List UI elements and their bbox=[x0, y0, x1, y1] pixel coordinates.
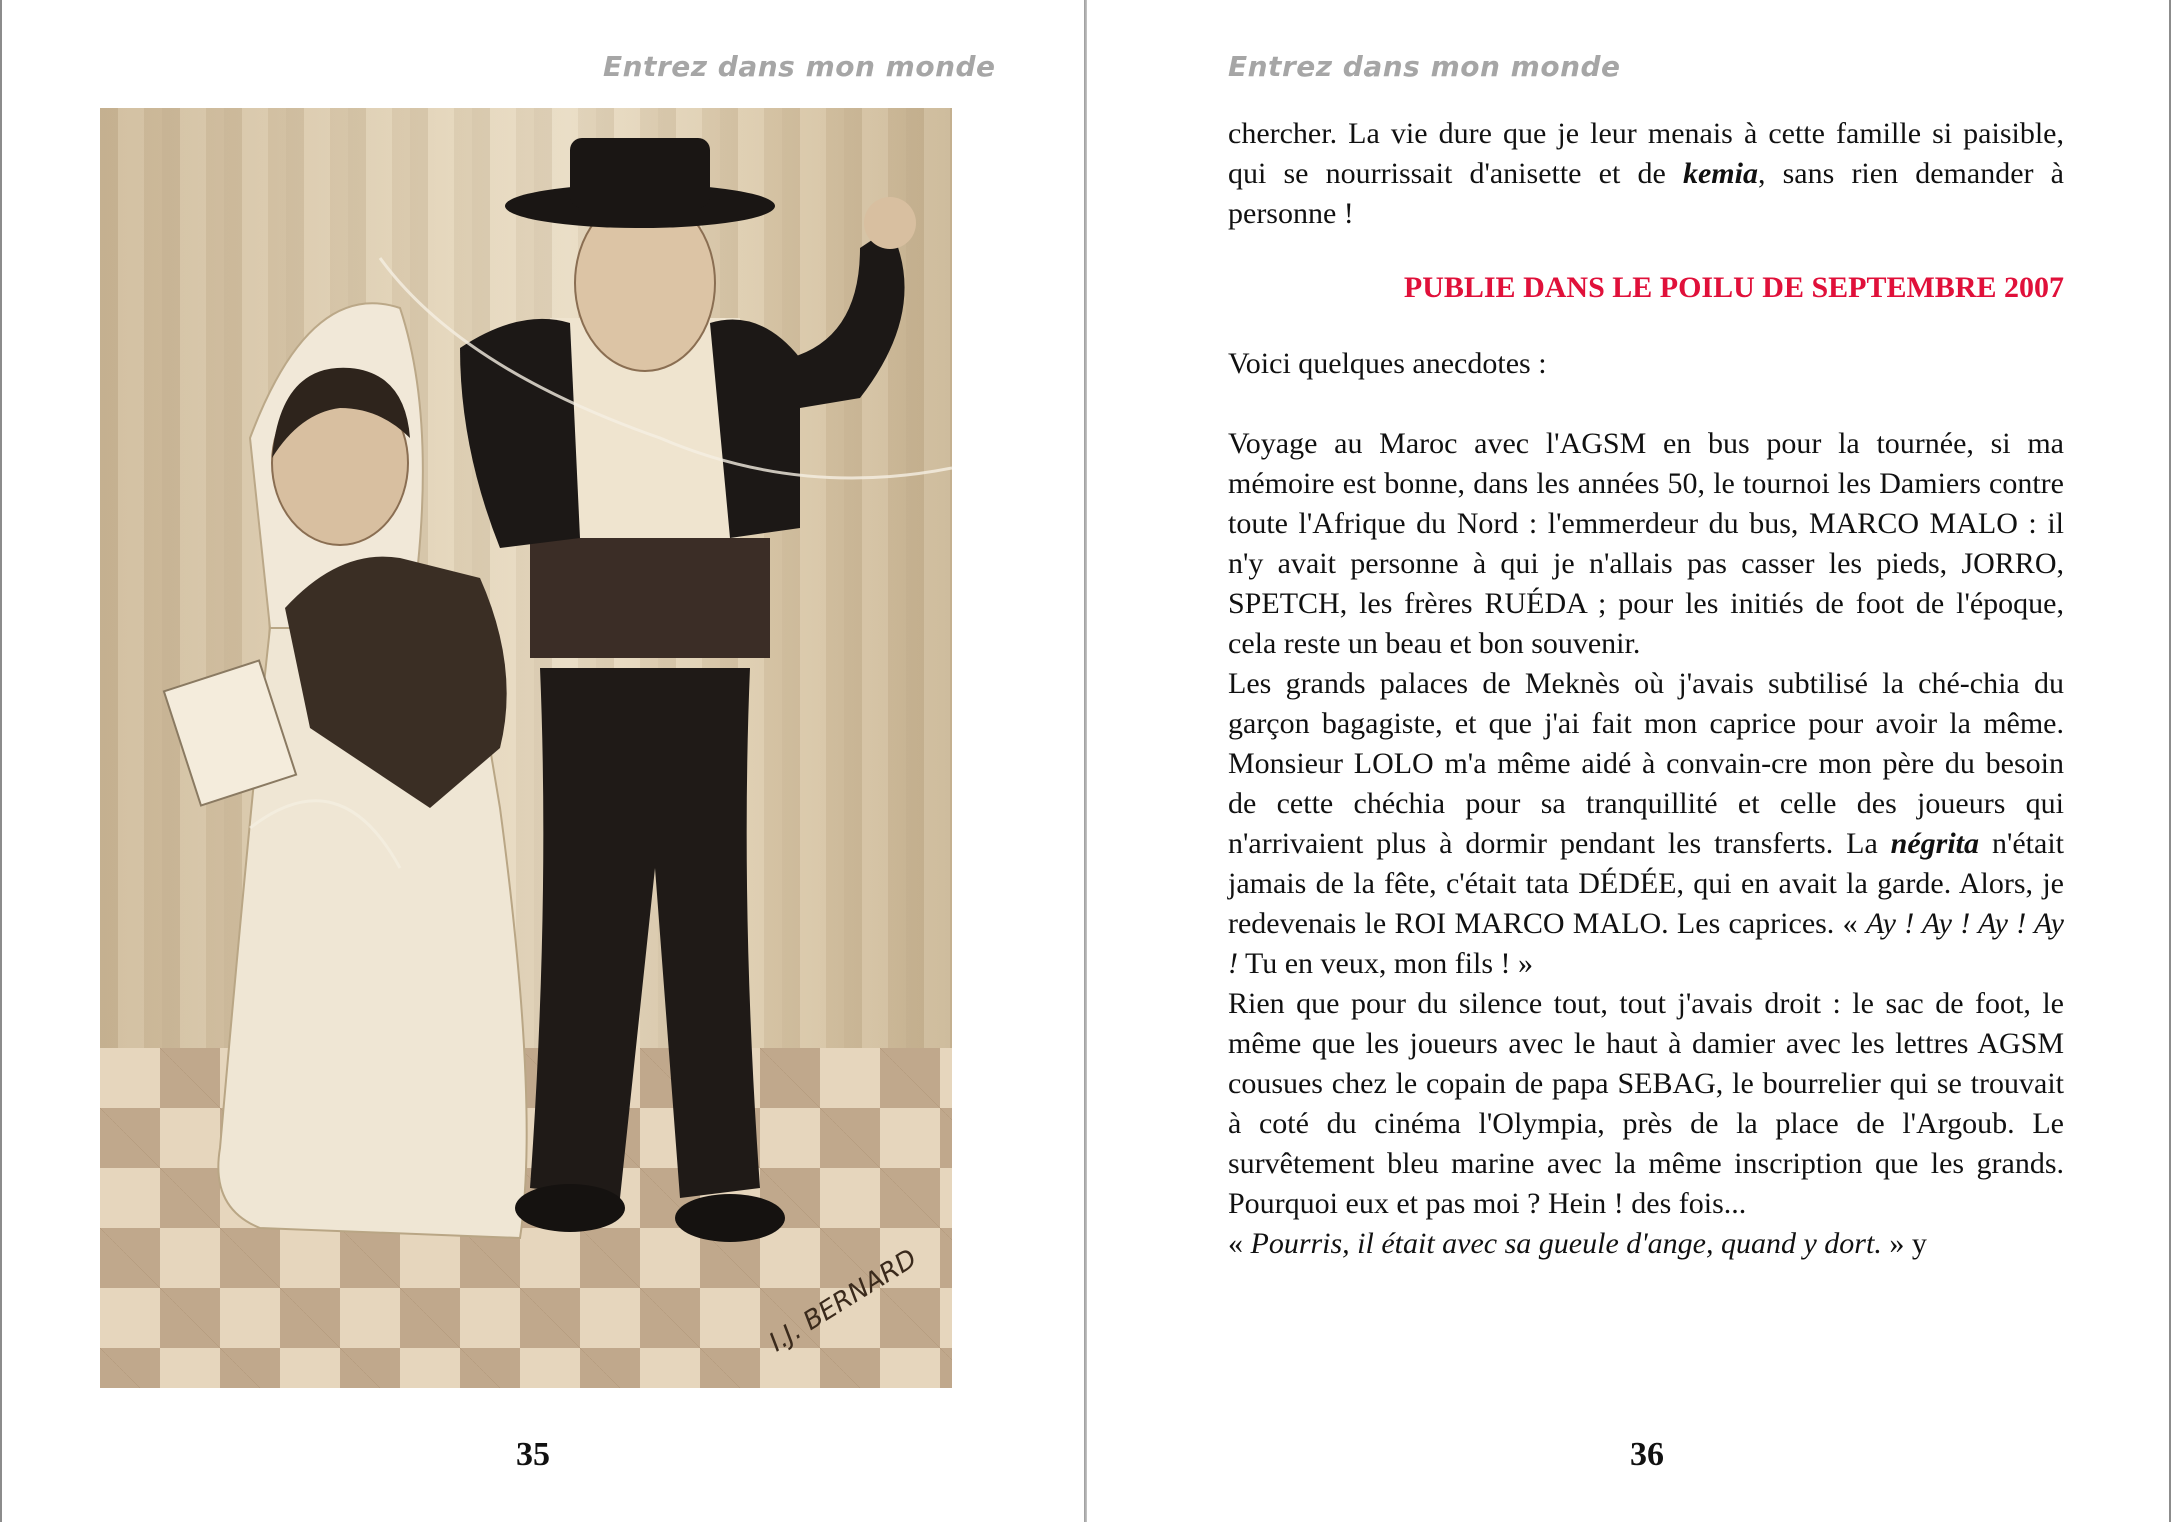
page-border-left bbox=[0, 0, 2, 1522]
text-run: chercher. La vie dure que je leur menais à cette famille si paisible, qui se nourrissait d'anisette et de bbox=[1228, 117, 2064, 190]
paragraph-last bbox=[1228, 1224, 2064, 1264]
paragraph-palaces bbox=[1228, 664, 2064, 984]
boy-jacket-left bbox=[460, 319, 580, 548]
boy-sash bbox=[530, 538, 770, 658]
emphasis-kemia: kemia bbox=[1682, 157, 1758, 190]
text-run: , sans rien demander à personne ! bbox=[1228, 157, 2064, 230]
boy-hat-crown bbox=[570, 138, 710, 208]
photographer-signature: I.J. BERNARD bbox=[764, 1243, 923, 1358]
emphasis-quote: Pourris, il était avec sa gueule d'ange, quand y dort. bbox=[1250, 1227, 1882, 1260]
boy-shoe-right bbox=[675, 1194, 785, 1242]
boy-trousers bbox=[530, 668, 760, 1198]
text-run: n'était jamais de la fête, c'était tata DÉDÉE, qui en avait la garde. Alors, je redevenais le ROI MARCO MALO. Les caprices. « bbox=[1228, 827, 2064, 940]
boy-raised-arm bbox=[790, 228, 905, 408]
book-gutter bbox=[1084, 0, 1087, 1522]
right-page-text bbox=[1228, 114, 2064, 1264]
page-number-right: 36 bbox=[1630, 1436, 1664, 1473]
photo-children-illustration bbox=[100, 108, 952, 1388]
text-run: Les grands palaces de Meknès où j'avais subtilisé la ché-chia du garçon bagagiste, et que j'ai fait mon caprice pour avoir la même. Monsieur LOLO m'a même aidé à convain-cre mon père du besoin de cette chéchia pour sa tranquillité et celle des joueurs qui n'arrivaient plus à dormir pendant les transferts. La bbox=[1228, 667, 2064, 860]
emphasis-negrita: négrita bbox=[1890, 827, 1980, 860]
paragraph-voyage: Voyage au Maroc avec l'AGSM en bus pour la tournée, si ma mémoire est bonne, dans les années 50, le tournoi les Damiers contre toute l'Afrique du Nord : l'emmerdeur du bus, MARCO MALO : il n'y avait personne à qui je n'allais pas casser les pieds, JORRO, SPETCH, les frères RUÉDA ; pour les initiés de foot de l'époque, cela reste un beau et bon souvenir. bbox=[1228, 427, 2064, 660]
page-number-left: 35 bbox=[516, 1436, 550, 1473]
paragraph-intro: Voici quelques anecdotes : bbox=[1228, 347, 1547, 380]
emphasis-ay: Ay ! Ay ! Ay ! Ay ! bbox=[1228, 907, 2064, 980]
boy-shoe-left bbox=[515, 1184, 625, 1232]
running-head-right: Entrez dans mon monde bbox=[1228, 50, 1621, 83]
section-heading: PUBLIE DANS LE POILU DE SEPTEMBRE 2007 bbox=[1403, 271, 2064, 304]
text-run: » y bbox=[1881, 1227, 1927, 1260]
boy-hand bbox=[864, 197, 916, 249]
paragraph-silence: Rien que pour du silence tout, tout j'avais droit : le sac de foot, le même que les joueurs avec le haut à damier avec les lettres AGSM cousues chez le copain de papa SEBAG, le bourrelier qui se trouvait à coté du cinéma l'Olympia, près de la place de l'Argoub. Le survêtement bleu marine avec la même inscription que les grands. Pourquoi eux et pas moi ? Hein ! des fois... bbox=[1228, 987, 2064, 1220]
vintage-photograph bbox=[100, 108, 952, 1388]
paragraph-opening bbox=[1228, 114, 2064, 234]
text-run: Tu en veux, mon fils ! » bbox=[1238, 947, 1534, 980]
running-head-left: Entrez dans mon monde bbox=[603, 50, 996, 83]
text-run: « bbox=[1228, 1227, 1251, 1260]
